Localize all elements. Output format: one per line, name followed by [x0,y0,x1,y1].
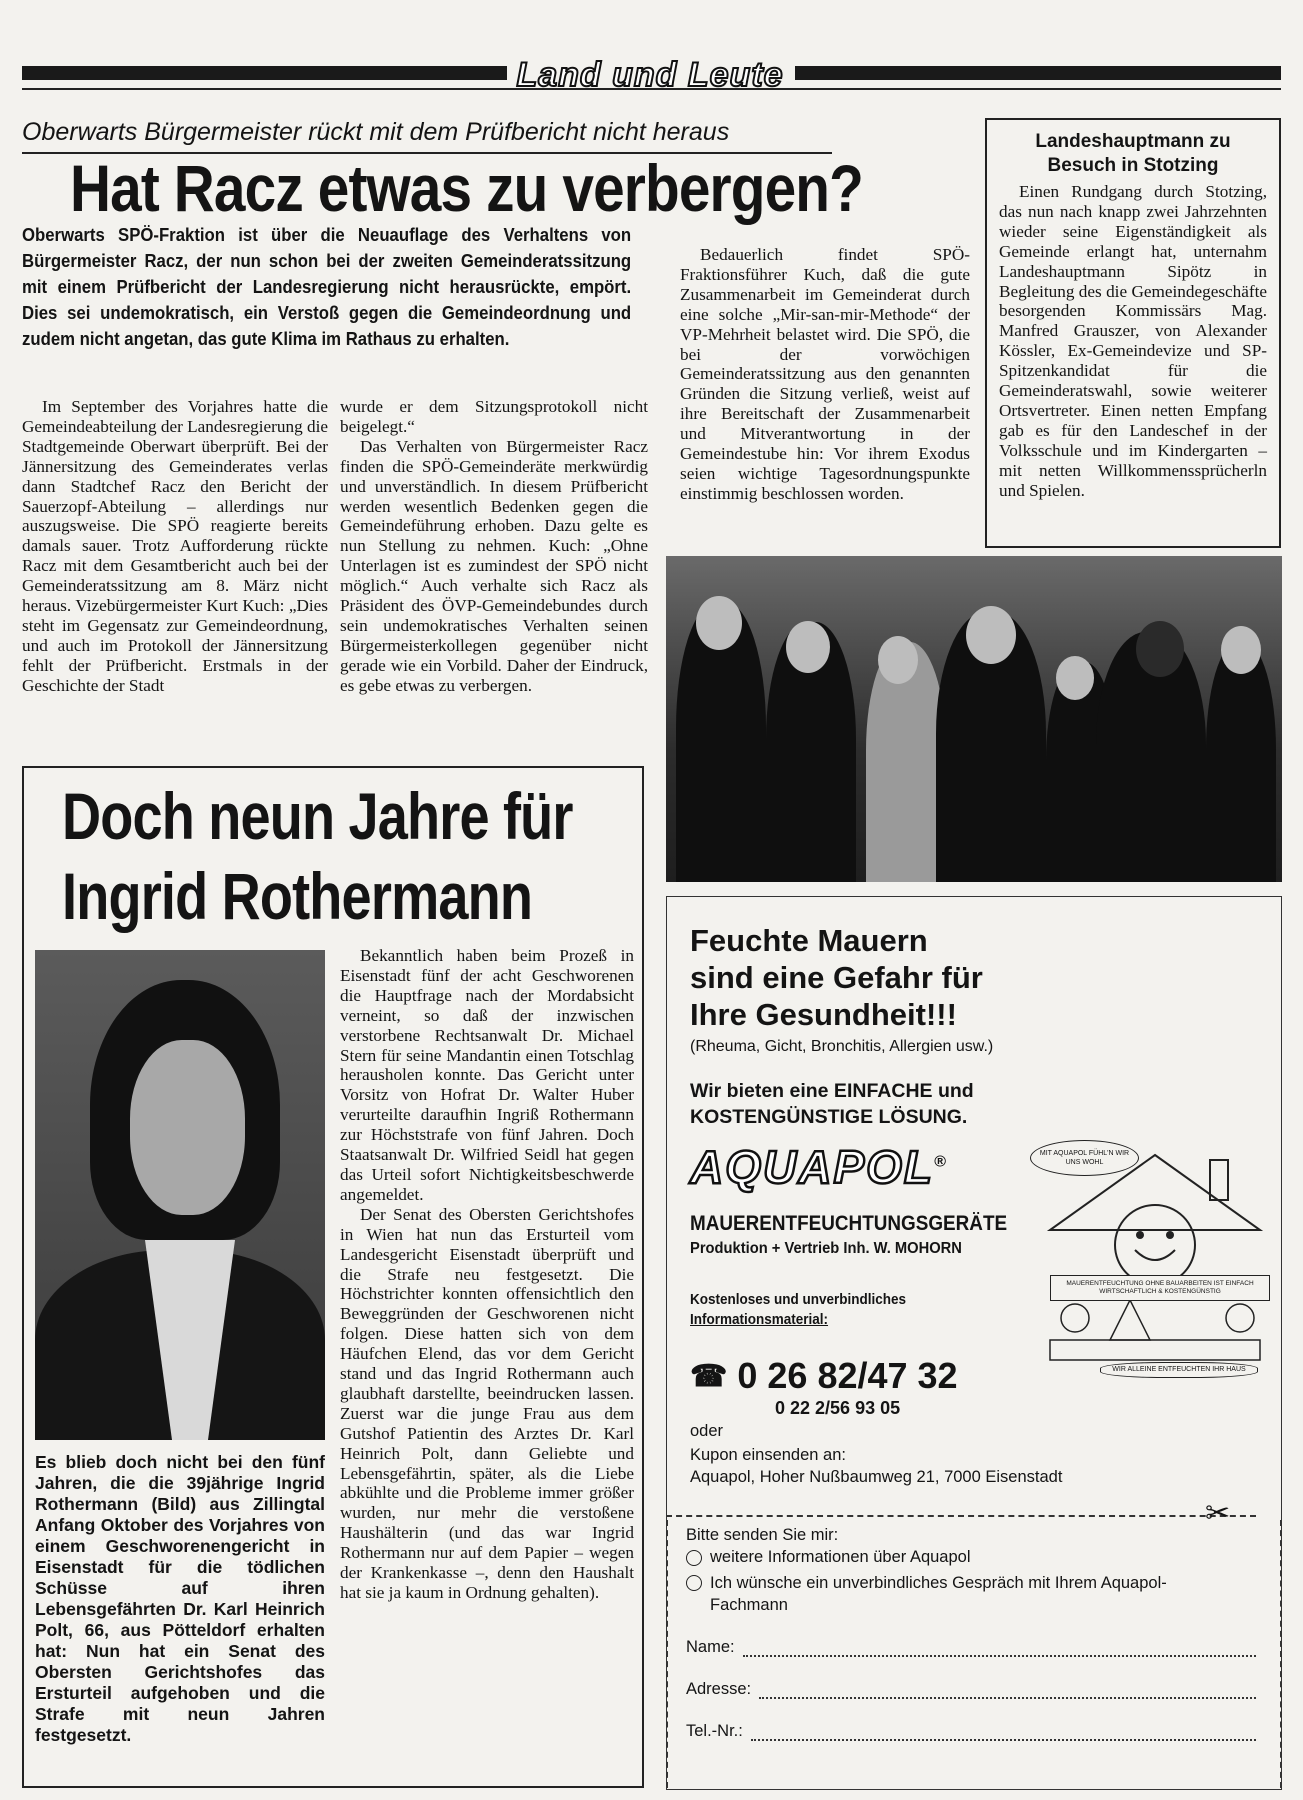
body-paragraph: Der Senat des Obersten Gerichtshofes in Wien hat nun das Ersturteil vom Landesgericht Eisenstadt überprüft und die Strafe neu festgesetzt. Die Höchstrichter konnten offensichtlich den Beweggründen der Geschworenen nicht folgen. Diese hatten sich von dem Häufchen Elend, das vor dem Gericht stand und das Ingrid Rothermann auch glaubhaft darstellte, beeindrucken lassen. Zuerst war die junge Frau aus dem Gutshof Patientin des Arztes Dr. Karl Heinrich Polt, dann Geliebte und Lebensgefährtin, später, als die Liebe abkühlte und die Probleme immer größer wurden, nur mehr die verstoßene Haushälterin (und das war Ingrid Rothermann nur auf dem Papier – wegen der Krankenkasse –, denn den Haushalt hat sie ja kaum in Ordnung gehalten). [340,1204,634,1602]
header-bar-right [795,66,1281,80]
option-label-line: Ich wünsche ein unverbindliches Gespräch mit Ihrem Aquapol- [710,1574,1167,1592]
coupon-option-consultation[interactable] [686,1572,1167,1616]
ad-offer-line: Wir bieten eine EINFACHE und [690,1080,974,1102]
coupon-border-right [1280,1520,1282,1788]
field-label: Name: [686,1638,735,1656]
ad-offer [690,1078,974,1130]
ad-headline-line: Ihre Gesundheit!!! [690,997,957,1032]
ad-phone-secondary: 0 22 2/56 93 05 [775,1398,901,1418]
caption-text: Es blieb doch nicht bei den fünf Jahren, die die 39jährige Ingrid Rothermann (Bild) aus Zillingtal Anfang Oktober des Vorjahres von einem Geschworenengericht in Eisenstadt für die tödlichen Schüsse auf ihren Lebensgefährten Dr. Karl Heinrich Polt, 66, aus Pötteldorf erhalten hat: Nun hat ein Senat des Obersten Gerichtshofes das Ersturteil aufgehoben und die Strafe mit neun Jahren festgesetzt. [35,1452,325,1745]
address-input-line[interactable] [759,1687,1256,1699]
article-column-2 [340,397,648,696]
lead-line: mit einem Prüfbericht der Landesregierung nicht herausrückte, empört. [22,277,632,297]
coupon-field-phone[interactable] [686,1722,1256,1741]
article2-headline [62,776,573,936]
headline-line: Ingrid Rothermann [62,859,533,933]
phone-input-line[interactable] [751,1729,1256,1741]
option-label-line: Fachmann [710,1596,788,1614]
brand-name: AQUAPOL [690,1141,934,1193]
body-paragraph: Im September des Vorjahres hatte die Gemeindeabteilung der Landesregierung die Stadtgemeinde Oberwart überprüft. Bei der Jännersitzung des Gemeinderates verlas dann Stadtchef Racz den Bericht der Sauerzopf-Abteilung – allerdings nur auszugsweise. Die SPÖ reagierte bereits damals sauer. Trotz Aufforderung rückte Racz mit dem Gesamtbericht auch bei der Gemeinderatssitzung am 8. März nicht heraus. Vizebürgermeister Kurt Kuch: „Dies steht im Gegensatz zur Gemeindeordnung, und auch im Protokoll der Jännersitzung fehlt der Prüfbericht. Erstmals in der Geschichte der Stadt [22,397,328,695]
cartoon-bubble-bottom: WIR ALLEINE ENTFEUCHTEN IHR HAUS [1100,1362,1258,1378]
lead-line: Bürgermeister Racz, der nun schon bei der zweiten Gemeinderatssitzung [22,251,632,271]
registered-mark: ® [934,1153,948,1171]
sidebar-title [999,130,1267,178]
portrait-photo [35,950,325,1440]
coupon-border-left [666,1520,668,1788]
body-paragraph: Einen Rundgang durch Stotzing, das nun nach knapp zwei Jahrzehnten wieder seine Eigenständigkeit als Gemeinde erlangt hat, unternahm Landeshauptmann Sipötz in Begleitung des die Gemeindegeschäfte besorgenden Kommissärs Mag. Manfred Grauszer, von Alexander Kössler, Ex-Gemeindevize und SP-Spitzenkandidat für die Gemeinderatswahl, sowie weiterer Ortsvertreter. Einen netten Empfang gab es für den Landeschef in der Volksschule und im Kindergarten – mit netten Willkommenssprücherln und Spielen. [999,182,1267,500]
ad-company: Produktion + Vertrieb Inh. W. MOHORN [690,1240,962,1257]
cut-line [666,1515,1256,1517]
lead-line: zudem nicht angetan, das gute Klima im Rathaus zu erhalten. [22,329,510,349]
radio-button[interactable] [686,1575,702,1591]
sidebar-box [985,118,1281,548]
sidebar-text [999,182,1267,501]
body-paragraph: Das Verhalten von Bürgermeister Racz finden die SPÖ-Gemeinderäte merkwürdig und unverständlich. In diesem Prüfbericht werden wesentlich Bedenken gegen die Gemeindeführung erhoben. Dazu gelte es nun Stellung zu nehmen. Kuch: „Ohne Unterlagen ist es zumindest der SPÖ nicht möglich.“ Auch verhalte sich Racz als Präsident des ÖVP-Gemeindebundes durch sein undemokratisches Verhalten seinen Bürgermeisterkollegen gegenüber nicht gerade wie ein Vorbild. Daher der Eindruck, es gebe etwas zu verbergen. [340,436,648,695]
body-paragraph: wurde er dem Sitzungsprotokoll nicht beigelegt.“ [340,397,648,436]
ad-offer-line: KOSTENGÜNSTIGE LÖSUNG. [690,1106,968,1128]
article-lead [22,222,631,352]
ad-info-line: Informationsmaterial: [690,1311,829,1328]
photo-caption [35,1452,325,1746]
ad-or: oder [690,1422,724,1440]
coupon-line: Kupon einsenden an: [690,1446,846,1464]
field-label: Adresse: [686,1680,752,1698]
section-title: Land und Leute [516,55,784,94]
group-photo [666,556,1282,882]
ad-subline: (Rheuma, Gicht, Bronchitis, Allergien usw.) [690,1038,994,1055]
aquapol-logo [690,1140,990,1196]
article-column-3 [680,245,970,504]
ad-coupon-address [690,1444,1062,1488]
option-label [710,1572,1167,1616]
lead-line: Dies sei undemokratisch, ein Verstoß gegen die Gemeindeordnung und [22,303,632,323]
ad-headline-line: sind eine Gefahr für [690,960,983,995]
name-input-line[interactable] [743,1645,1256,1657]
article-column-1 [22,397,328,696]
cartoon-banner: MAUERENTFEUCHTUNG OHNE BAUARBEITEN IST EINFACH WIRTSCHAFTLICH & KOSTENGÜNSTIG [1050,1275,1270,1301]
ad-headline-line: Feuchte Mauern [690,923,928,958]
option-label: weitere Informationen über Aquapol [710,1548,971,1566]
header-bar-left [22,66,507,80]
article-kicker: Oberwarts Bürgermeister rückt mit dem Prüfbericht nicht heraus [22,118,730,146]
lead-line: Oberwarts SPÖ-Fraktion ist über die Neuauflage des Verhaltens von [22,225,632,245]
ad-info-line: Kostenloses und unverbindliches [690,1291,907,1308]
sidebar-title-line: Landeshauptmann zu [1035,131,1231,152]
sidebar-title-line: Besuch in Stotzing [1047,155,1219,176]
headline-line: Doch neun Jahre für [62,779,573,853]
coupon-form-title: Bitte senden Sie mir: [686,1526,839,1544]
article-headline: Hat Racz etwas zu verbergen? [70,151,863,225]
ad-cartoon-illustration [1030,1140,1280,1380]
phone-number: 0 26 82/47 32 [737,1355,958,1396]
body-paragraph: Bedauerlich findet SPÖ-Fraktionsführer Kuch, daß die gute Zusammenarbeit im Gemeinderat durch eine solche „Mir-san-mir-Methode“ der VP-Mehrheit belastet wird. Die SPÖ, die bei der vorwöchigen Gemeinderatssitzung aus den genannten Gründen die Sitzung verließ, weist auf ihre Bereitschaft der Zusammenarbeit und Mitverantwortung in der Gemeindestube hin: Vor ihrem Exodus seien wichtige Tagesordnungspunkte einstimmig beschlossen worden. [680,245,970,503]
ad-phone-primary [690,1355,958,1397]
coupon-option-info[interactable] [686,1548,971,1567]
coupon-field-address[interactable] [686,1680,1256,1699]
article2-column-text [340,946,634,1603]
body-paragraph: Bekanntlich haben beim Prozeß in Eisenstadt fünf der acht Geschworenen die Hauptfrage nach der Mordabsicht verneint, so daß der inzwischen verstorbene Rechtsanwalt Dr. Michael Stern für seine Mandantin einen Totschlag herausholen konnte. Das Gericht unter Vorsitz von Hofrat Dr. Walter Huber verurteilte daraufhin Ingriß Rothermann zur Höchststrafe von fünf Jahren. Doch Staatsanwalt Dr. Wilfried Seidl hat gegen das Urteil sofort Nichtigkeitsbeschwerde angemeldet. [340,946,634,1204]
ad-info [690,1290,906,1330]
ad-product: MAUERENTFEUCHTUNGSGERÄTE [690,1212,1008,1235]
scissors-icon: ✂ [1205,1497,1231,1530]
coupon-line: Aquapol, Hoher Nußbaumweg 21, 7000 Eisenstadt [690,1468,1063,1486]
ad-headline [690,922,983,1033]
field-label: Tel.-Nr.: [686,1722,743,1740]
house-cartoon-icon [1030,1140,1280,1380]
radio-button[interactable] [686,1550,702,1566]
coupon-field-name[interactable] [686,1638,1256,1657]
cartoon-bubble-top: MIT AQUAPOL FÜHL'N WIR UNS WOHL [1030,1140,1139,1176]
telephone-icon: ☎ [690,1359,728,1393]
